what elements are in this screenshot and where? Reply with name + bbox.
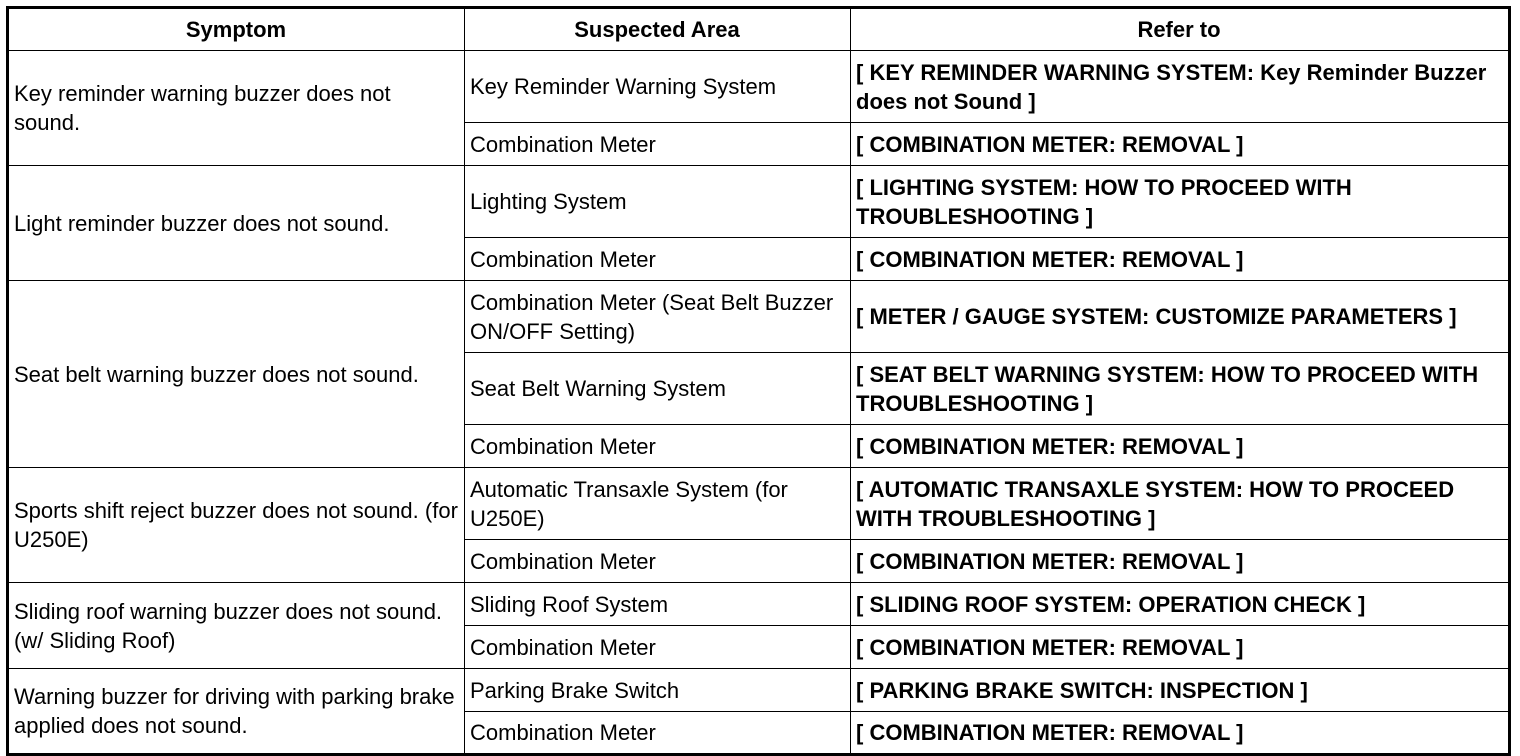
symptom-cell: Seat belt warning buzzer does not sound.: [8, 281, 465, 468]
header-refer-to: Refer to: [851, 8, 1510, 51]
suspected-area-cell: Combination Meter: [465, 712, 851, 755]
refer-to-link[interactable]: [ COMBINATION METER: REMOVAL ]: [851, 712, 1510, 755]
suspected-area-cell: Combination Meter (Seat Belt Buzzer ON/OFF Setting): [465, 281, 851, 353]
table-row: [8, 166, 1510, 238]
table-body: [8, 51, 1510, 755]
refer-to-link[interactable]: [ COMBINATION METER: REMOVAL ]: [851, 626, 1510, 669]
table-header: [8, 8, 1510, 51]
refer-to-link[interactable]: [ COMBINATION METER: REMOVAL ]: [851, 238, 1510, 281]
refer-to-link[interactable]: [ COMBINATION METER: REMOVAL ]: [851, 540, 1510, 583]
suspected-area-cell: Combination Meter: [465, 123, 851, 166]
table-row: [8, 51, 1510, 123]
refer-to-link[interactable]: [ LIGHTING SYSTEM: HOW TO PROCEED WITH TROUBLESHOOTING ]: [851, 166, 1510, 238]
header-suspected-area: Suspected Area: [465, 8, 851, 51]
suspected-area-cell: Sliding Roof System: [465, 583, 851, 626]
table-row: [8, 583, 1510, 626]
table-row: [8, 669, 1510, 712]
suspected-area-cell: Combination Meter: [465, 540, 851, 583]
suspected-area-cell: Parking Brake Switch: [465, 669, 851, 712]
symptom-cell: Light reminder buzzer does not sound.: [8, 166, 465, 281]
refer-to-link[interactable]: [ COMBINATION METER: REMOVAL ]: [851, 123, 1510, 166]
suspected-area-cell: Lighting System: [465, 166, 851, 238]
refer-to-link[interactable]: [ KEY REMINDER WARNING SYSTEM: Key Reminder Buzzer does not Sound ]: [851, 51, 1510, 123]
table-row: [8, 281, 1510, 353]
refer-to-link[interactable]: [ SLIDING ROOF SYSTEM: OPERATION CHECK ]: [851, 583, 1510, 626]
suspected-area-cell: Combination Meter: [465, 425, 851, 468]
symptom-cell: Sliding roof warning buzzer does not sound. (w/ Sliding Roof): [8, 583, 465, 669]
refer-to-link[interactable]: [ AUTOMATIC TRANSAXLE SYSTEM: HOW TO PROCEED WITH TROUBLESHOOTING ]: [851, 468, 1510, 540]
refer-to-link[interactable]: [ METER / GAUGE SYSTEM: CUSTOMIZE PARAMETERS ]: [851, 281, 1510, 353]
suspected-area-cell: Seat Belt Warning System: [465, 353, 851, 425]
refer-to-link[interactable]: [ COMBINATION METER: REMOVAL ]: [851, 425, 1510, 468]
refer-to-link[interactable]: [ PARKING BRAKE SWITCH: INSPECTION ]: [851, 669, 1510, 712]
symptom-cell: Key reminder warning buzzer does not sound.: [8, 51, 465, 166]
header-row: [8, 8, 1510, 51]
suspected-area-cell: Combination Meter: [465, 626, 851, 669]
header-symptom: Symptom: [8, 8, 465, 51]
suspected-area-cell: Automatic Transaxle System (for U250E): [465, 468, 851, 540]
table-row: [8, 468, 1510, 540]
symptom-cell: Warning buzzer for driving with parking brake applied does not sound.: [8, 669, 465, 755]
suspected-area-cell: Key Reminder Warning System: [465, 51, 851, 123]
suspected-area-cell: Combination Meter: [465, 238, 851, 281]
symptom-cell: Sports shift reject buzzer does not sound. (for U250E): [8, 468, 465, 583]
refer-to-link[interactable]: [ SEAT BELT WARNING SYSTEM: HOW TO PROCEED WITH TROUBLESHOOTING ]: [851, 353, 1510, 425]
troubleshooting-table: [6, 6, 1511, 756]
